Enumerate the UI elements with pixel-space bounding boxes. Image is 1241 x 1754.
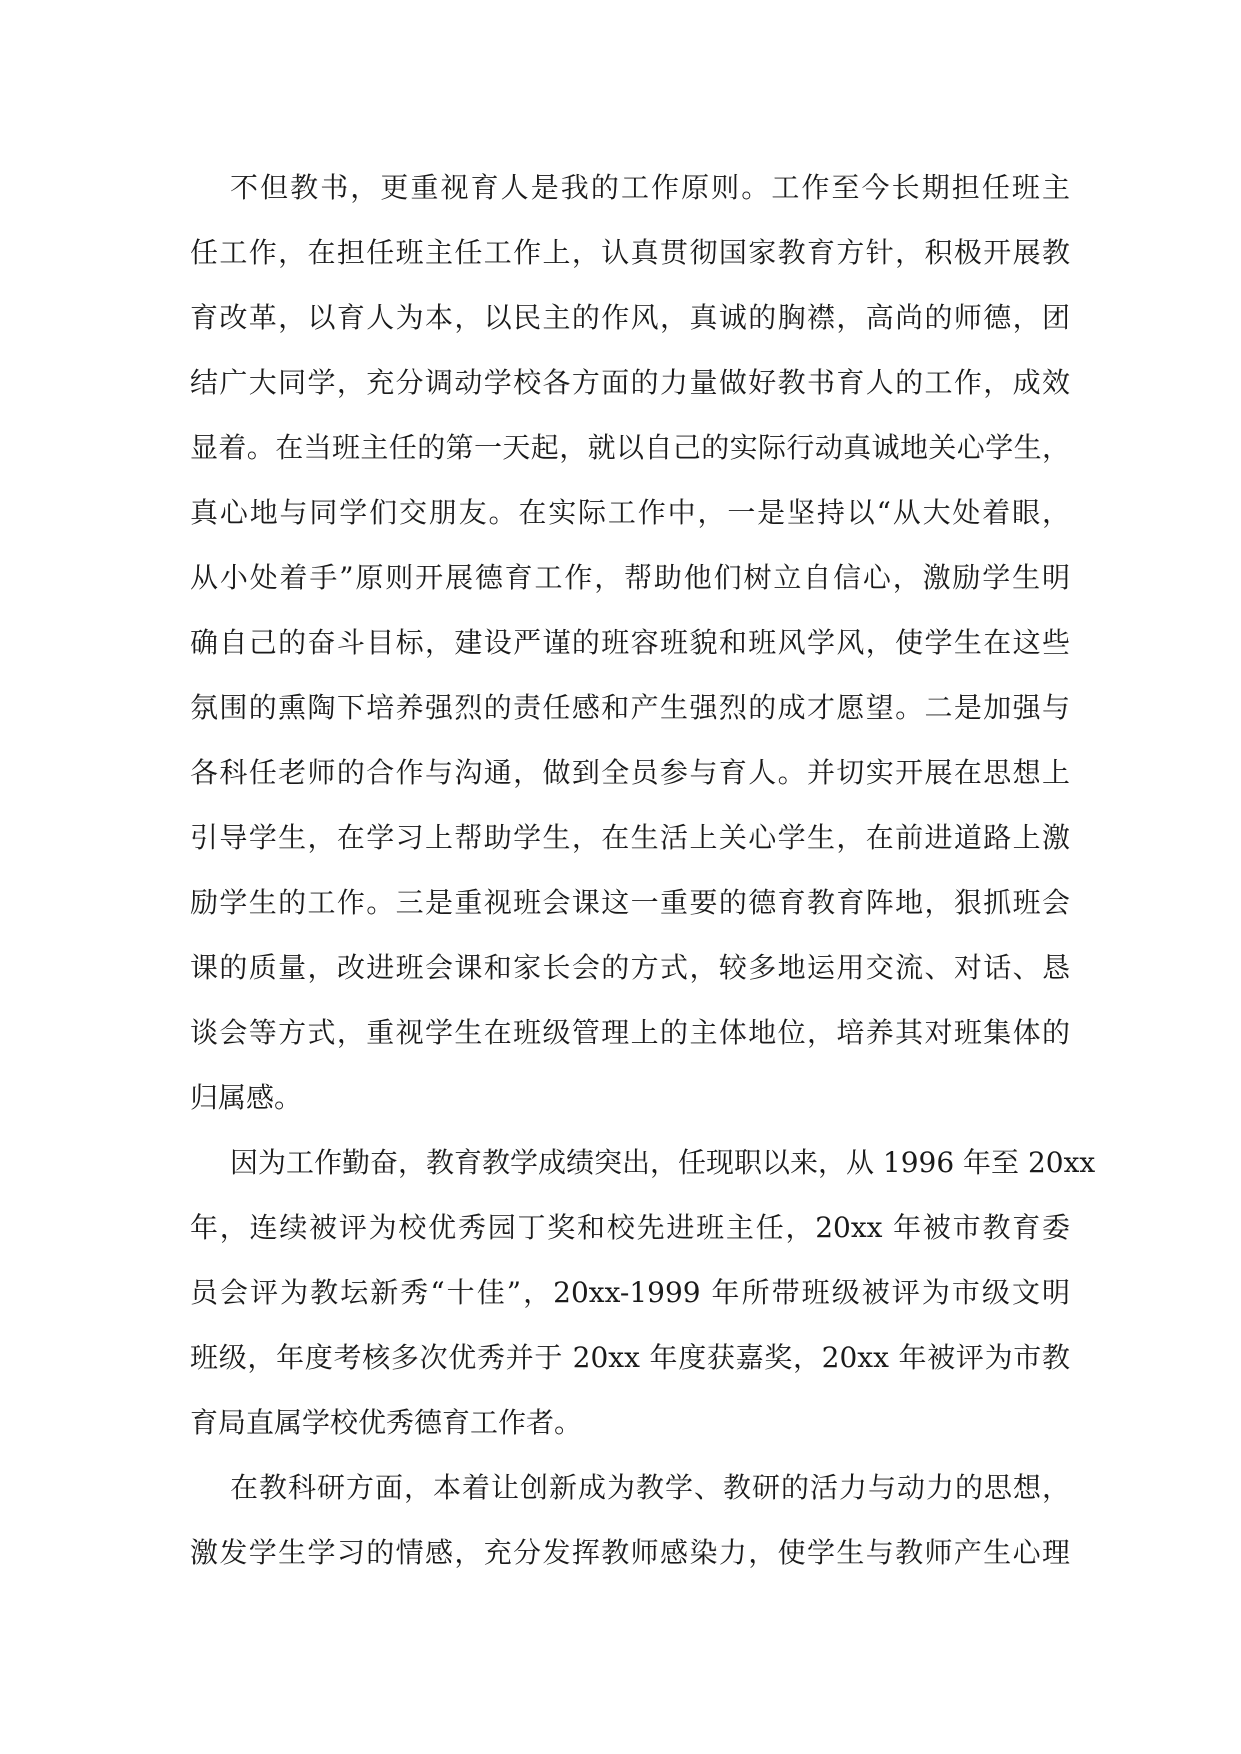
text-line: 各科任老师的合作与沟通，做到全员参与育人。并切实开展在思想上: [190, 756, 1070, 789]
text-line: 真心地与同学们交朋友。在实际工作中，一是坚持以“从大处着眼，: [190, 496, 1070, 529]
text-line: 任工作，在担任班主任工作上，认真贯彻国家教育方针，积极开展教: [190, 236, 1070, 269]
paragraph-3: [190, 1455, 1070, 1585]
text-line: 育局直属学校优秀德育工作者。: [190, 1406, 583, 1439]
text-line: 谈会等方式，重视学生在班级管理上的主体地位，培养其对班集体的: [190, 1016, 1070, 1049]
paragraph-1: [190, 155, 1070, 1130]
text-line: 不但教书，更重视育人是我的工作原则。工作至今长期担任班主: [230, 171, 1070, 204]
text-line: 归属感。: [190, 1081, 303, 1114]
text-line: 育改革，以育人为本，以民主的作风，真诚的胸襟，高尚的师德，团: [190, 301, 1070, 334]
text-line: 结广大同学，充分调动学校各方面的力量做好教书育人的工作，成效: [190, 366, 1070, 399]
text-line: 氛围的熏陶下培养强烈的责任感和产生强烈的成才愿望。二是加强与: [190, 691, 1070, 724]
text-line: 在教科研方面，本着让创新成为教学、教研的活力与动力的思想，: [230, 1471, 1070, 1504]
text-line: 员会评为教坛新秀“十佳”，20xx-1999 年所带班级被评为市级文明: [190, 1276, 1070, 1309]
paragraph-2: [190, 1130, 1096, 1455]
text-line: 课的质量，改进班会课和家长会的方式，较多地运用交流、对话、恳: [190, 951, 1070, 984]
text-line: 引导学生，在学习上帮助学生，在生活上关心学生，在前进道路上激: [190, 821, 1070, 854]
text-line: 激发学生学习的情感，充分发挥教师感染力，使学生与教师产生心理: [190, 1536, 1070, 1569]
text-line: 年，连续被评为校优秀园丁奖和校先进班主任，20xx 年被市教育委: [190, 1211, 1070, 1244]
text-line: 显着。在当班主任的第一天起，就以自己的实际行动真诚地关心学生，: [190, 431, 1070, 464]
body-text: [190, 155, 1096, 1585]
text-line: 从小处着手”原则开展德育工作，帮助他们树立自信心，激励学生明: [190, 561, 1070, 594]
text-line: 确自己的奋斗目标，建设严谨的班容班貌和班风学风，使学生在这些: [190, 626, 1070, 659]
text-line: 励学生的工作。三是重视班会课这一重要的德育教育阵地，狠抓班会: [190, 886, 1070, 919]
text-line: 班级，年度考核多次优秀并于 20xx 年度获嘉奖，20xx 年被评为市教: [190, 1341, 1070, 1374]
text-line: 因为工作勤奋，教育教学成绩突出，任现职以来，从 1996 年至 20xx: [230, 1146, 1096, 1179]
